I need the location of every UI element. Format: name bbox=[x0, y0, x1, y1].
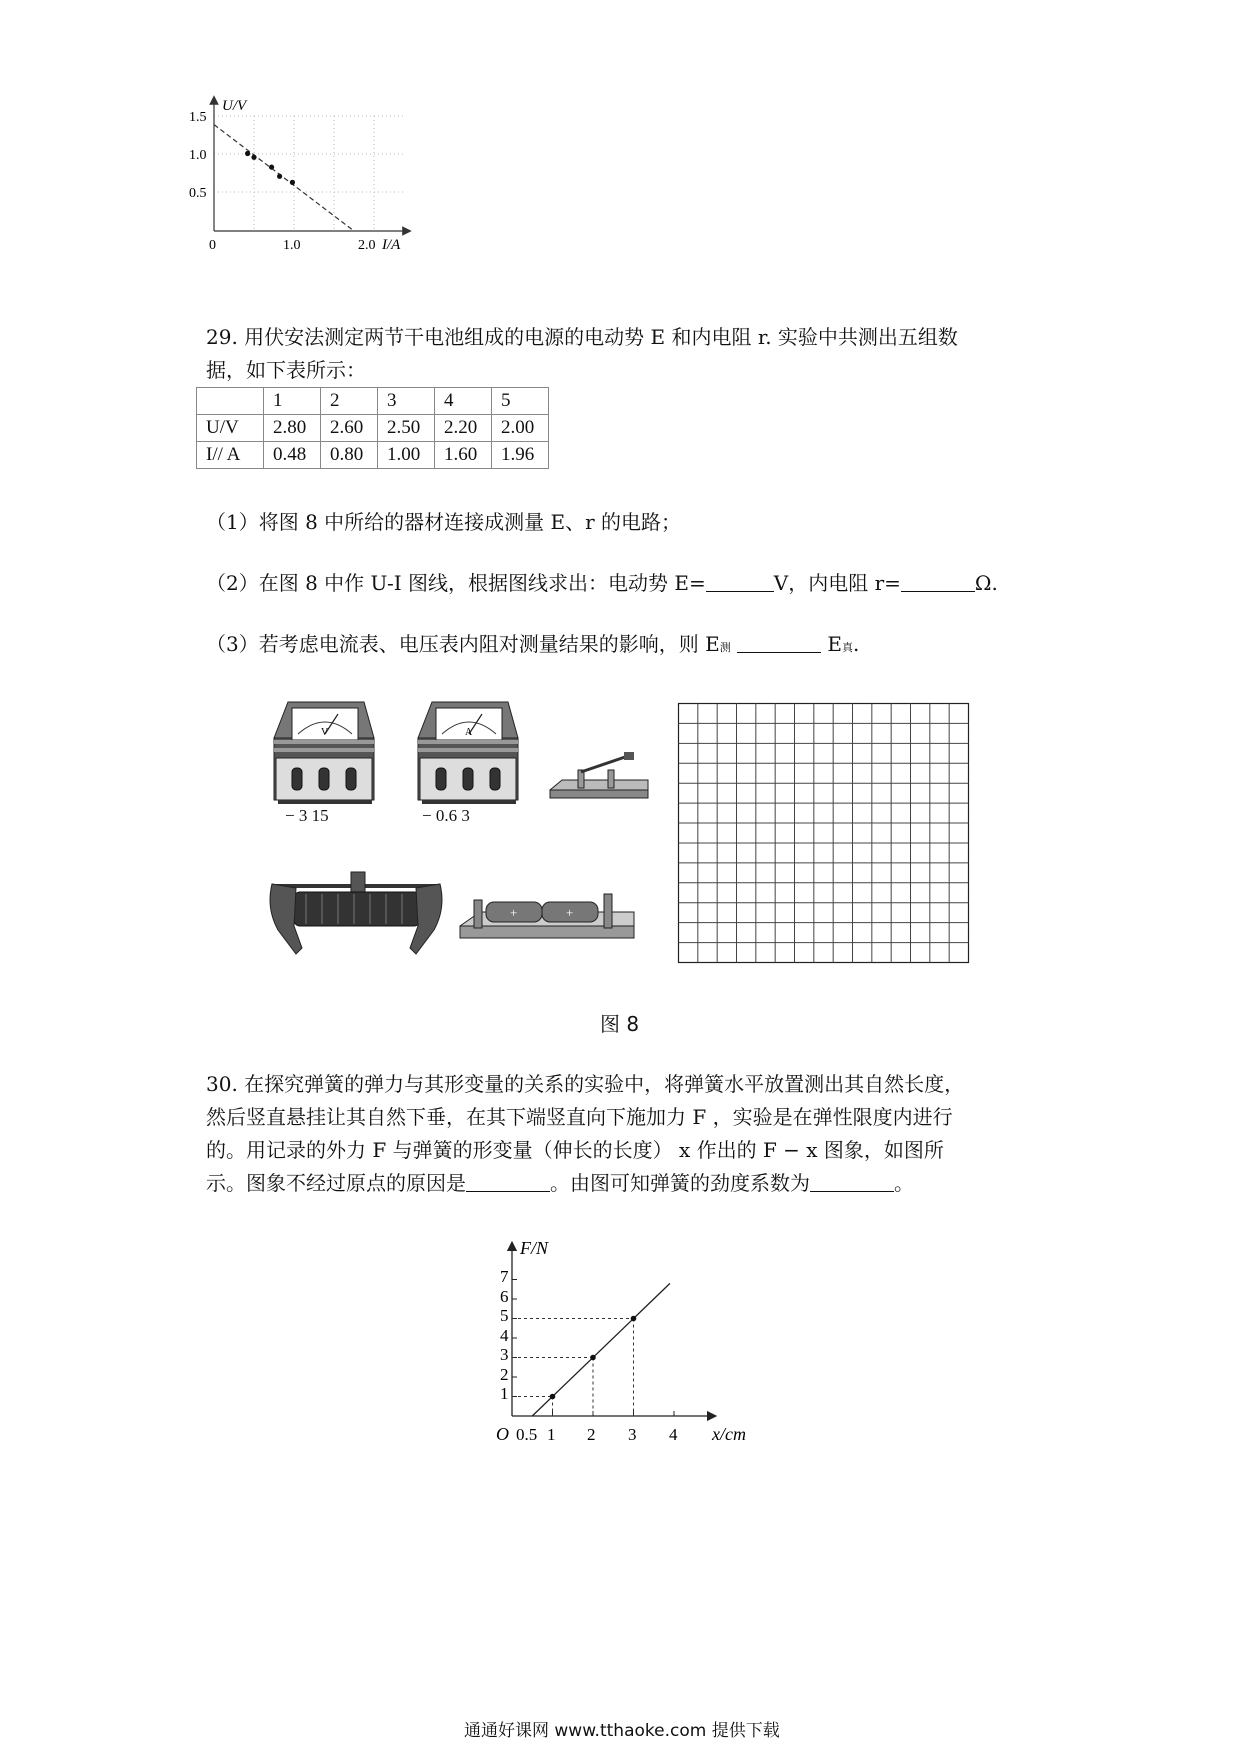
q29-part2-text-a: （2）在图 8 中作 U-I 图线，根据图线求出：电动势 E= bbox=[206, 571, 706, 595]
table-cell: 1.60 bbox=[435, 442, 492, 469]
fx-graph-y-tick: 2 bbox=[500, 1365, 509, 1384]
q30-line4-text-a: 示。图象不经过原点的原因是 bbox=[206, 1171, 466, 1195]
voltmeter-dial-label: V bbox=[321, 727, 329, 738]
fx-graph-y-tick: 4 bbox=[500, 1326, 509, 1345]
answer-blank-reason[interactable] bbox=[466, 1171, 550, 1192]
q29-part3-sub-true: 真 bbox=[842, 641, 854, 654]
table-cell: 3 bbox=[378, 388, 435, 415]
fx-graph-y-tick: 1 bbox=[500, 1384, 509, 1403]
q29-line2: 据，如下表所示： bbox=[206, 358, 366, 382]
q29-data-table bbox=[196, 387, 549, 469]
page-footer: 通通好课网 www.tthaoke.com 提供下载 bbox=[464, 1721, 780, 1741]
fx-graph-x-tick: 1 bbox=[547, 1425, 556, 1444]
q29-part3-text-a: （3）若考虑电流表、电压表内阻对测量结果的影响，则 E bbox=[206, 632, 720, 656]
q30-line4-text-c: 。 bbox=[894, 1171, 914, 1195]
q30-line2: 然后竖直悬挂让其自然下垂，在其下端竖直向下施加力 F ，实验是在弹性限度内进行 bbox=[206, 1105, 953, 1129]
ui-graph-fit-line bbox=[214, 125, 354, 231]
switch-image bbox=[548, 752, 653, 804]
ui-graph bbox=[189, 98, 445, 288]
answer-blank-emf[interactable] bbox=[706, 571, 774, 592]
fx-data-point bbox=[550, 1394, 556, 1400]
fx-graph-y-tick: 3 bbox=[500, 1345, 509, 1364]
voltmeter-image bbox=[268, 698, 383, 818]
table-row bbox=[197, 388, 549, 415]
q29-line1: 29. 用伏安法测定两节干电池组成的电源的电动势 E 和内电阻 r. 实验中共测出五组数 bbox=[206, 325, 958, 349]
ui-graph-x-tick: 0 bbox=[209, 238, 216, 253]
answer-blank-resistance[interactable] bbox=[901, 571, 975, 592]
fx-graph-x-tick: 2 bbox=[587, 1425, 596, 1444]
table-cell: 4 bbox=[435, 388, 492, 415]
table-cell: 1.96 bbox=[492, 442, 549, 469]
ui-data-point bbox=[245, 151, 250, 156]
table-cell: 2.60 bbox=[321, 415, 378, 442]
fx-graph-y-tick: 7 bbox=[500, 1267, 509, 1286]
ammeter-dial-label: A bbox=[465, 727, 473, 738]
table-row bbox=[197, 415, 549, 442]
fx-graph-y-tick: 6 bbox=[500, 1287, 509, 1306]
table-cell bbox=[197, 388, 264, 415]
svg-text:+: + bbox=[510, 905, 518, 920]
q30-line4-text-b: 。由图可知弹簧的劲度系数为 bbox=[550, 1171, 810, 1195]
voltmeter-terminal-label: − 3 15 bbox=[285, 806, 329, 825]
table-cell: 5 bbox=[492, 388, 549, 415]
fx-graph-x-tick: 3 bbox=[628, 1425, 637, 1444]
q30-line1: 30. 在探究弹簧的弹力与其形变量的关系的实验中，将弹簧水平放置测出其自然长度， bbox=[206, 1072, 965, 1096]
q29-part2 bbox=[206, 566, 998, 600]
fx-graph-guides bbox=[512, 1319, 634, 1417]
fx-graph bbox=[490, 1236, 760, 1446]
svg-text:+: + bbox=[566, 905, 574, 920]
table-cell: 0.48 bbox=[264, 442, 321, 469]
ui-graph-y-label: U/V bbox=[222, 98, 247, 114]
ui-data-point bbox=[290, 180, 295, 185]
fx-graph-x-tick: 4 bbox=[669, 1425, 678, 1444]
q29-part3-end: . bbox=[853, 632, 860, 656]
table-cell: I// A bbox=[197, 442, 264, 469]
graph-paper-grid bbox=[678, 703, 970, 964]
table-cell: 1.00 bbox=[378, 442, 435, 469]
table-cell: U/V bbox=[197, 415, 264, 442]
ui-data-point bbox=[269, 165, 274, 170]
table-cell: 2.20 bbox=[435, 415, 492, 442]
q29-part3: （3）若考虑电流表、电压表内阻对测量结果的影响，则 E测 E真. bbox=[206, 632, 860, 656]
figure-caption: 图 8 bbox=[600, 1012, 640, 1036]
ammeter-terminal-label: − 0.6 3 bbox=[422, 806, 470, 825]
rheostat-image bbox=[266, 868, 446, 964]
q29-part1: （1）将图 8 中所给的器材连接成测量 E、r 的电路； bbox=[206, 510, 682, 534]
q29-part2-text-c: Ω. bbox=[974, 571, 998, 595]
q29-part3-sub-measured: 测 bbox=[719, 641, 731, 654]
table-cell: 2 bbox=[321, 388, 378, 415]
fx-graph-y-tick: 5 bbox=[500, 1306, 509, 1325]
ui-graph-x-label: I/A bbox=[382, 237, 401, 253]
ui-data-point bbox=[277, 174, 282, 179]
ui-graph-y-tick: 1.0 bbox=[189, 148, 207, 163]
q30-line4 bbox=[206, 1166, 914, 1200]
fx-graph-origin: O bbox=[496, 1424, 509, 1444]
table-cell: 1 bbox=[264, 388, 321, 415]
table-row bbox=[197, 442, 549, 469]
table-cell: 2.80 bbox=[264, 415, 321, 442]
ui-graph-x-tick: 2.0 bbox=[358, 238, 376, 253]
ui-graph-y-tick: 0.5 bbox=[189, 186, 207, 201]
ui-graph-grid bbox=[214, 116, 405, 231]
fx-graph-x-label: x/cm bbox=[712, 1424, 746, 1444]
fx-data-point bbox=[631, 1316, 637, 1322]
ui-graph-y-tick: 1.5 bbox=[189, 110, 207, 125]
ui-graph-x-tick: 1.0 bbox=[283, 238, 301, 253]
ammeter-image bbox=[412, 698, 527, 818]
battery-holder-image bbox=[458, 880, 636, 942]
answer-blank-compare[interactable] bbox=[737, 632, 821, 653]
fx-graph-y-label: F/N bbox=[520, 1238, 549, 1258]
table-cell: 2.50 bbox=[378, 415, 435, 442]
answer-blank-stiffness[interactable] bbox=[810, 1171, 894, 1192]
q29-part2-text-b: V，内电阻 r= bbox=[773, 571, 901, 595]
q30-line3: 的。用记录的外力 F 与弹簧的形变量（伸长的长度） x 作出的 F − x 图象，如图所 bbox=[206, 1138, 944, 1162]
table-cell: 0.80 bbox=[321, 442, 378, 469]
fx-data-point bbox=[590, 1355, 596, 1361]
ui-data-point bbox=[251, 155, 256, 160]
table-cell: 2.00 bbox=[492, 415, 549, 442]
fx-graph-x-tick: 0.5 bbox=[516, 1425, 538, 1444]
